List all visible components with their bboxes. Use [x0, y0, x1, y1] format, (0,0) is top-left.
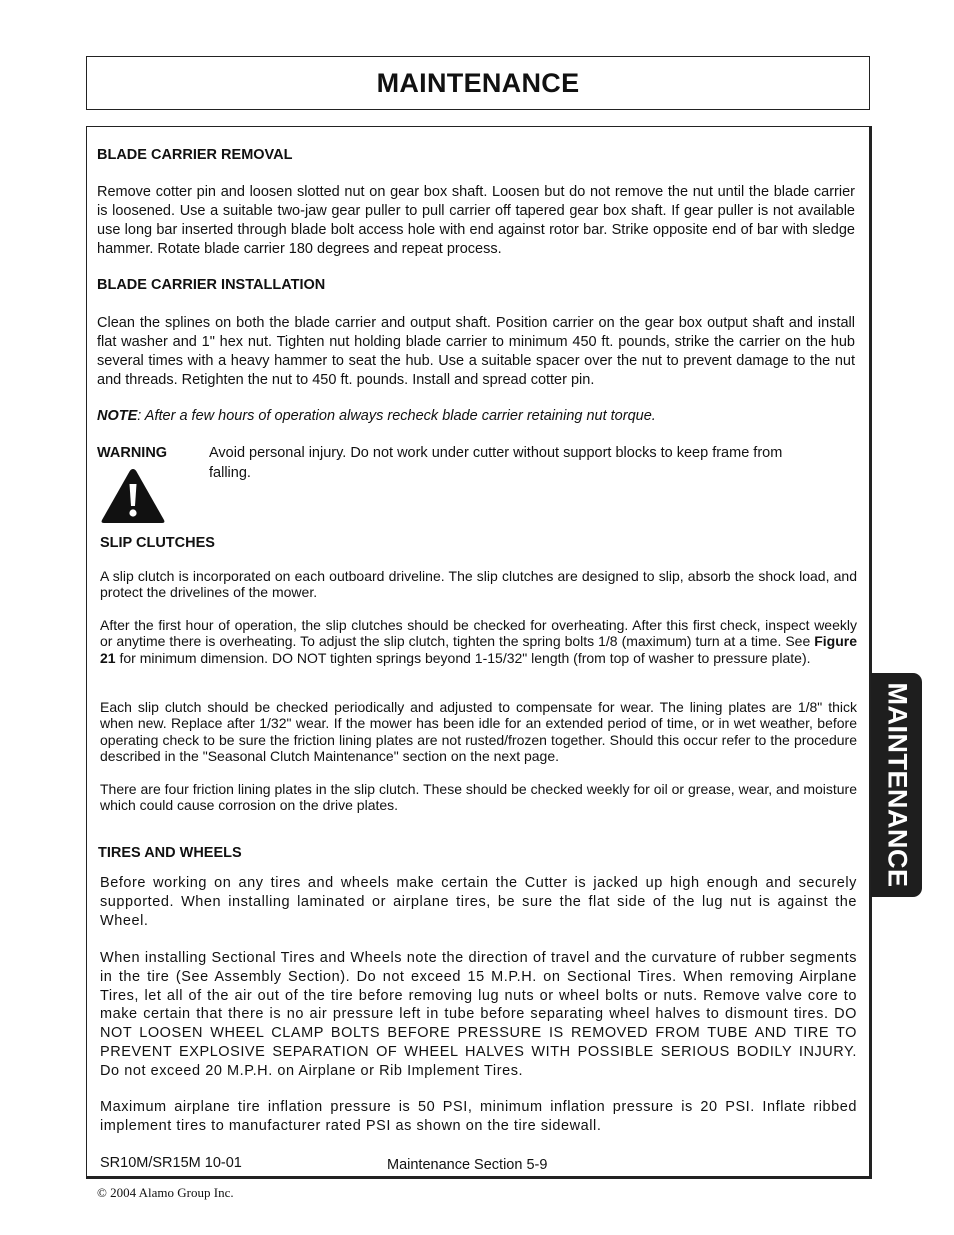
copyright: © 2004 Alamo Group Inc. — [97, 1185, 234, 1200]
warning-triangle-icon — [99, 466, 167, 526]
paragraph-tires-2: When installing Sectional Tires and Wheels note the direction of travel and the curvature of rubber segments in the tire (See Assembly Section). Do not exceed 15 M.P.H. on Sectional Tires. When removing Airplane Tires, let all of the air out of the tire before removing lug nuts or wheel bolts or nuts. Remove valve core to make certain that there is no air pressure left in tube before separating wheel halves to dismount tires. DO NOT LOOSEN WHEEL CLAMP BOLTS BEFORE PRESSURE IS REMOVED FROM TUBE AND TIRE TO PREVENT EXPLOSIVE SEPARATION OF WHEEL HALVES WITH POSSIBLE SERIOUS BODILY INJURY. Do not exceed 20 M.P.H. on Airplane or Rib Implement Tires. — [100, 950, 857, 1079]
paragraph-slip-clutches-4: There are four friction lining plates in the slip clutch. These should be checked weekly for oil or grease, wear, and moisture which could cause corrosion on the drive plates. — [100, 781, 857, 814]
note-text: : After a few hours of operation always recheck blade carrier retaining nut torque. — [137, 408, 656, 424]
note — [97, 408, 855, 424]
side-tab-label: MAINTENANCE — [882, 682, 912, 888]
paragraph-tires-1: Before working on any tires and wheels make certain the Cutter is jacked up high enough and securely supported. When installing laminated or airplane tires, be sure the flat side of the lug nut is against the Wheel. — [100, 875, 857, 929]
footer-section-page: Maintenance Section 5-9 — [387, 1157, 548, 1173]
paragraph-blade-carrier-removal: Remove cotter pin and loosen slotted nut on gear box shaft. Loosen but do not remove the nut until the blade carrier is loosened. Use a suitable two-jaw gear puller to pull carrier off tapered gear box shaft. If gear puller is not available use long bar inserted through blade bolt access hole with end against rotor bar. Strike opposite end of bar with sledge hammer. Rotate blade carrier 180 degrees and repeat process. — [97, 184, 855, 257]
paragraph-tires-3: Maximum airplane tire inflation pressure is 50 PSI, minimum inflation pressure is 20 PSI. Inflate ribbed implement tires to manufacturer rated PSI as shown on the tire sidewall. — [100, 1099, 857, 1134]
note-label: NOTE — [97, 408, 138, 424]
page-header — [86, 56, 870, 110]
figure-reference: Figure 21 — [100, 633, 857, 666]
side-tab — [871, 673, 922, 897]
heading-tires-and-wheels: TIRES AND WHEELS — [98, 845, 242, 861]
warning-text: Avoid personal injury. Do not work under cutter without support blocks to keep frame from falling. — [209, 445, 783, 481]
paragraph-slip-clutches-3: Each slip clutch should be checked periodically and adjusted to compensate for wear. The lining plates are 1/8" thick when new. Replace after 1/32" wear. If the mower has been idle for an extended period of time, or in wet weather, before operating check to be sure the friction lining plates are not rusted/frozen together. Should this occur refer to the procedure described in the "Seasonal Clutch Maintenance" section on the next page. — [100, 699, 857, 765]
paragraph-slip-clutches-1: A slip clutch is incorporated on each outboard driveline. The slip clutches are designed to slip, absorb the shock load, and protect the drivelines of the mower. — [100, 568, 857, 601]
heading-slip-clutches: SLIP CLUTCHES — [100, 535, 215, 551]
paragraph-slip-clutches-2: After the first hour of operation, the slip clutches should be checked for overheating. After this first check, inspect weekly or anytime there is overheating. To adjust the slip clutch, tighten the spring bolts 1/8 (maximum) turn at a time. See Figure 21 for minimum dimension. DO NOT tighten springs beyond 1-15/32" length (from top of washer to pressure plate). — [100, 617, 857, 666]
heading-blade-carrier-removal: BLADE CARRIER REMOVAL — [97, 147, 293, 163]
paragraph-blade-carrier-installation: Clean the splines on both the blade carrier and output shaft. Position carrier on the gear box output shaft and install flat washer and 1" hex nut. Tighten nut holding blade carrier to minimum 450 ft. pounds, strike the carrier on the hub several times with a heavy hammer to seat the hub. Use a suitable spacer over the nut to prevent damage to the nut and threads. Retighten the nut to 450 ft. pounds. Install and spread cotter pin. — [97, 315, 855, 388]
heading-blade-carrier-installation: BLADE CARRIER INSTALLATION — [97, 277, 326, 293]
warning-label: WARNING — [97, 445, 168, 461]
page-title: MAINTENANCE — [376, 67, 580, 98]
footer-model: SR10M/SR15M 10-01 — [100, 1155, 242, 1171]
